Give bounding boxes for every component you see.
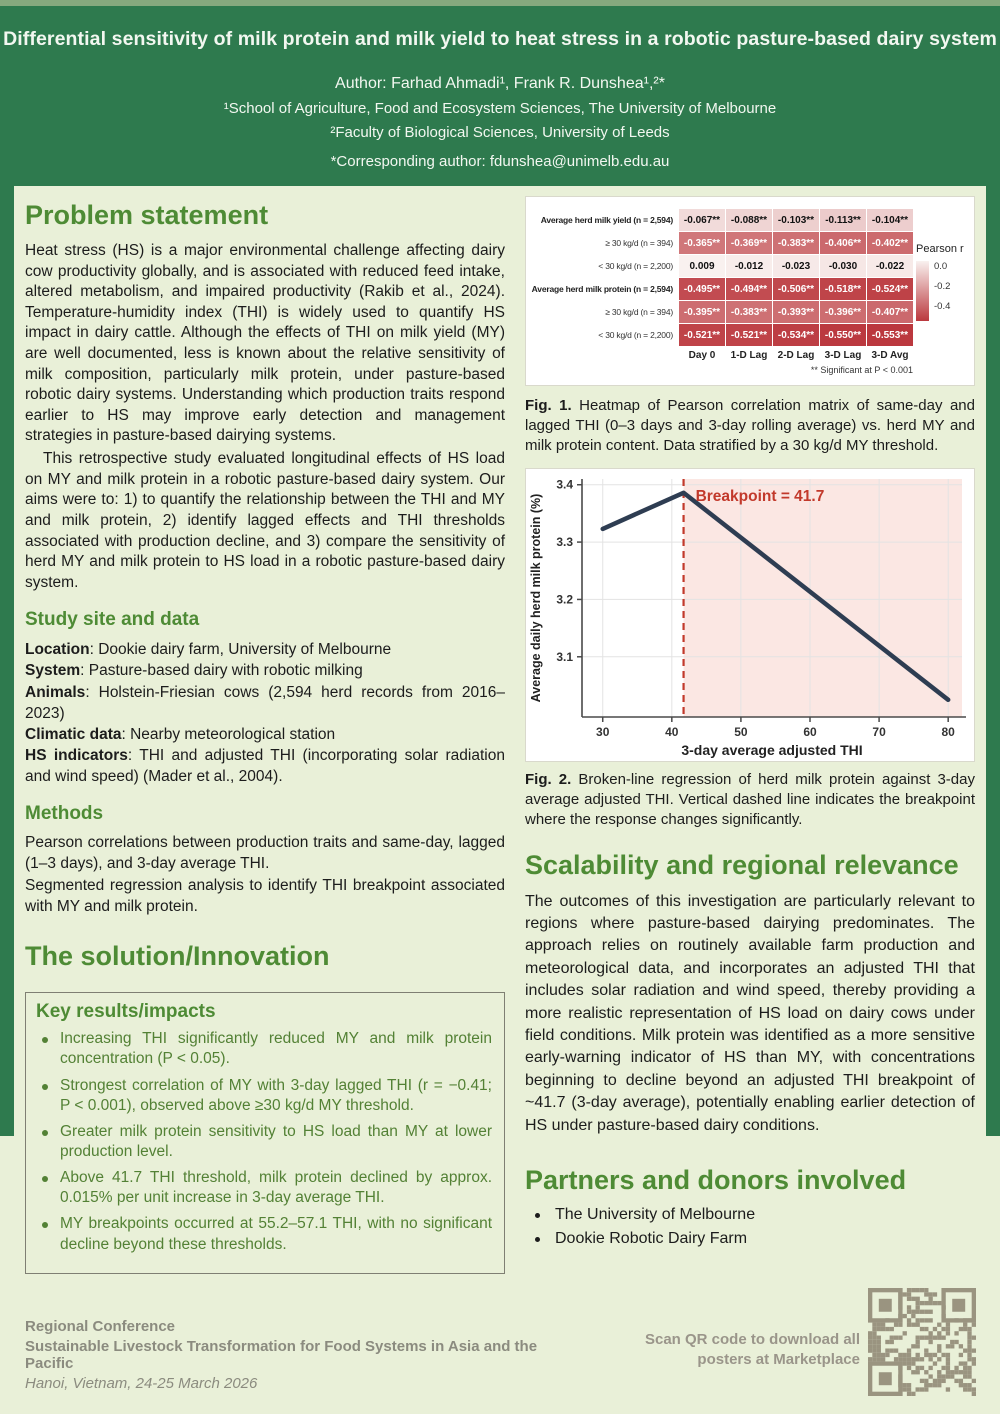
heatmap-row bbox=[534, 324, 966, 346]
scalability-paragraph: The outcomes of this investigation are particularly relevant to regions where pasture-based dairying predominates. The approach relies on routinely available farm production and meteorological data, and incorporates an adjusted THI that includes solar radiation and wind speed, thereby providing a more realistic representation of HS load on dairy cows under field conditions. Milk protein was identified as a more sensitive early-warning indicator of HS than MY, with concentrations beginning to decline beyond an adjusted THI breakpoint of ~41.7 (3-day average), potentially enabling earlier detection of HS under pasture-based dairy conditions. bbox=[525, 892, 975, 1134]
corresponding-author: *Corresponding author: fdunshea@unimelb.edu.au bbox=[330, 153, 670, 170]
heatmap-cell: -0.494** bbox=[726, 278, 772, 300]
heatmap-cell: -0.383** bbox=[773, 232, 819, 254]
x-axis-label: 3-day average adjusted THI bbox=[681, 741, 863, 758]
y-axis-label: Average daily herd milk protein (%) bbox=[529, 493, 543, 703]
x-tick-label: 40 bbox=[665, 724, 679, 739]
heatmap-row bbox=[534, 301, 966, 323]
key-results-list bbox=[36, 1029, 492, 1254]
heatmap-footnote: ** Significant at P < 0.001 bbox=[810, 365, 913, 375]
heatmap-cell: -0.396** bbox=[820, 301, 866, 323]
study-item: Location: Dookie dairy farm, University of Melbourne bbox=[25, 641, 392, 659]
heatmap-cell: -0.103** bbox=[773, 209, 819, 231]
heat-stress-shaded-region bbox=[684, 479, 962, 717]
heatmap-row bbox=[534, 255, 966, 277]
key-result-bullet: Strongest correlation of MY with 3-day lagged THI (r = −0.41; P < 0.001), observed above ≥30 kg/d MY threshold. bbox=[36, 1076, 492, 1116]
heatmap-cell: -0.383** bbox=[726, 301, 772, 323]
key-result-bullet: MY breakpoints occurred at 55.2–57.1 THI, with no significant decline beyond these thresholds. bbox=[36, 1214, 492, 1254]
heatmap-row bbox=[534, 209, 966, 231]
study-item: Animals: Holstein-Friesian cows (2,594 herd records from 2016–2023) bbox=[25, 683, 505, 722]
heatmap-cell: -0.395** bbox=[679, 301, 725, 323]
legend-tick-2: -0.4 bbox=[934, 301, 951, 312]
figure-2-regression-chart bbox=[525, 468, 975, 762]
heatmap-row-label: Average herd milk protein (n = 2,594) bbox=[531, 284, 673, 294]
legend-title: Pearson r bbox=[916, 243, 964, 255]
heatmap-legend bbox=[916, 243, 968, 321]
heatmap-cell: -0.521** bbox=[679, 324, 725, 346]
solution-heading: The solution/Innovation bbox=[25, 941, 330, 972]
partner-bullet: The University of Melbourne bbox=[525, 1206, 975, 1224]
study-site-heading: Study site and data bbox=[25, 609, 200, 631]
figure-2-caption: Fig. 2. Broken-line regression of herd milk protein against 3-day average adjusted THI. Vertical dashed line indicates the breakpoint where the response changes significantly. bbox=[525, 770, 975, 828]
regression-chart-svg bbox=[526, 469, 974, 761]
heatmap-row-label: ≥ 30 kg/d (n = 394) bbox=[605, 307, 673, 317]
heatmap-cell: -0.521** bbox=[726, 324, 772, 346]
key-results-heading: Key results/impacts bbox=[36, 1001, 216, 1023]
heatmap-cell: -0.088** bbox=[726, 209, 772, 231]
heatmap-cell: -0.104** bbox=[867, 209, 913, 231]
figure-1-caption: Fig. 1. Heatmap of Pearson correlation matrix of same-day and lagged THI (0–3 days and 3-day rolling average) vs. herd MY and milk protein content. Data stratified by a 30 kg/d MY threshold. bbox=[525, 397, 975, 454]
x-tick-label: 30 bbox=[596, 724, 610, 739]
heatmap-cell: -0.022 bbox=[867, 255, 913, 277]
right-column bbox=[525, 196, 975, 1254]
heatmap-row-label: ≥ 30 kg/d (n = 394) bbox=[605, 238, 673, 248]
poster-header bbox=[0, 0, 1000, 186]
x-tick-label: 80 bbox=[941, 724, 955, 739]
x-tick-label: 50 bbox=[734, 724, 748, 739]
scalability-heading: Scalability and regional relevance bbox=[525, 849, 959, 880]
left-border-strip bbox=[0, 186, 14, 1136]
right-border-strip bbox=[986, 186, 1000, 1136]
methods-heading: Methods bbox=[25, 802, 104, 824]
heatmap-column-label: 3-D Lag bbox=[824, 349, 862, 361]
heatmap-cell: -0.506** bbox=[773, 278, 819, 300]
author-line: Author: Farhad Ahmadi¹, Frank R. Dunshea¹,²* bbox=[335, 75, 665, 92]
problem-paragraph-1: Heat stress (HS) is a major environmental challenge affecting dairy cow productivity globally, and is associated with reduced feed intake, altered metabolism, and impaired productivity (Rakib et al., 2024). Temperature-humidity index (THI) is widely used to quantify HS impact in dairy cattle. Although the effects of THI on milk yield (MY) are well documented, less is known about the relative sensitivity of milk composition, particularly milk protein, under pasture-based robotic dairy systems. Understanding which production traits respond earlier to HS may improve early detection and management strategies in pasture-based dairying systems. bbox=[25, 242, 505, 445]
methods-text bbox=[25, 833, 505, 917]
method-line: Pearson correlations between production traits and same-day, lagged (1–3 days), and 3-day average THI. bbox=[25, 833, 505, 872]
study-item: System: Pasture-based dairy with robotic milking bbox=[25, 662, 363, 680]
figure-1-heatmap bbox=[525, 196, 975, 386]
partners-list bbox=[525, 1206, 975, 1248]
key-result-bullet: Above 41.7 THI threshold, milk protein declined by approx. 0.015% per unit increase in 3-day average THI. bbox=[36, 1168, 492, 1208]
y-tick-label: 3.1 bbox=[556, 649, 573, 664]
heatmap-cell: -0.012 bbox=[726, 255, 772, 277]
legend-gradient-bar bbox=[916, 261, 929, 321]
heatmap-cell: -0.518** bbox=[820, 278, 866, 300]
qr-code-svg bbox=[868, 1288, 976, 1396]
heatmap-column-headers bbox=[534, 347, 966, 363]
y-tick-label: 3.4 bbox=[556, 477, 573, 492]
partner-bullet: Dookie Robotic Dairy Farm bbox=[525, 1230, 975, 1248]
heatmap-column-label: 3-D Avg bbox=[871, 349, 909, 361]
key-result-bullet: Greater milk protein sensitivity to HS load than MY at lower production level. bbox=[36, 1122, 492, 1162]
conference-date-location: Hanoi, Vietnam, 24-25 March 2026 bbox=[25, 1375, 258, 1392]
qr-caption: Scan QR code to download all posters at Marketplace bbox=[644, 1331, 860, 1369]
method-line: Segmented regression analysis to identify THI breakpoint associated with MY and milk protein. bbox=[25, 877, 505, 915]
key-results-box bbox=[25, 992, 505, 1273]
heatmap-row bbox=[534, 232, 966, 254]
heatmap-cell: -0.524** bbox=[867, 278, 913, 300]
heatmap-cell: 0.009 bbox=[679, 255, 725, 277]
heatmap-cell: -0.550** bbox=[820, 324, 866, 346]
heatmap-cell: -0.393** bbox=[773, 301, 819, 323]
heatmap-cell: -0.023 bbox=[773, 255, 819, 277]
key-result-bullet: Increasing THI significantly reduced MY and milk protein concentration (P < 0.05). bbox=[36, 1029, 492, 1069]
heatmap-cell: -0.406** bbox=[820, 232, 866, 254]
legend-tick-1: -0.2 bbox=[934, 281, 951, 292]
x-tick-label: 60 bbox=[803, 724, 817, 739]
y-tick-label: 3.2 bbox=[556, 592, 573, 607]
heatmap-cell: -0.402** bbox=[867, 232, 913, 254]
heatmap-column-label: 1-D Lag bbox=[730, 349, 768, 361]
conference-theme: Sustainable Livestock Transformation for Food Systems in Asia and the Pacific bbox=[25, 1338, 538, 1372]
heatmap-cell: -0.030 bbox=[820, 255, 866, 277]
heatmap-row bbox=[531, 278, 966, 300]
breakpoint-annotation: Breakpoint = 41.7 bbox=[695, 487, 825, 505]
problem-paragraph-2: This retrospective study evaluated longitudinal effects of HS load on MY and milk protein in a robotic pasture-based dairy system. Our aims were to: 1) to quantify the relationship between the THI and MY and milk protein, 2) identify lagged effects and THI thresholds associated with production decline, and 3) compare the sensitivity of herd MY and milk protein to HS load in a robotic pasture-based dairy system. bbox=[25, 450, 505, 591]
heatmap-cell: -0.369** bbox=[726, 232, 772, 254]
affiliation-2: ²Faculty of Biological Sciences, University of Leeds bbox=[330, 124, 670, 141]
study-site-list bbox=[25, 639, 505, 787]
conference-footer bbox=[25, 1318, 570, 1392]
heatmap-cell: -0.067** bbox=[679, 209, 725, 231]
partners-heading: Partners and donors involved bbox=[525, 1164, 907, 1195]
heatmap-row-label: < 30 kg/d (n = 2,200) bbox=[598, 330, 673, 340]
qr-code bbox=[868, 1288, 976, 1396]
heatmap-column-label: 2-D Lag bbox=[777, 349, 815, 361]
y-tick-label: 3.3 bbox=[556, 534, 573, 549]
heatmap-grid bbox=[531, 209, 966, 363]
poster-title: Differential sensitivity of milk protein and milk yield to heat stress in a robotic pasture-based dairy system bbox=[3, 28, 997, 50]
heatmap-cell: -0.495** bbox=[679, 278, 725, 300]
heatmap-cell: -0.365** bbox=[679, 232, 725, 254]
study-item: Climatic data: Nearby meteorological station bbox=[25, 725, 336, 743]
left-column bbox=[25, 192, 505, 1274]
heatmap-column-label: Day 0 bbox=[688, 349, 716, 361]
x-tick-label: 70 bbox=[872, 724, 886, 739]
conference-name: Regional Conference bbox=[25, 1318, 176, 1335]
study-item: HS indicators: THI and adjusted THI (incorporating solar radiation and wind speed) (Mader et al., 2004). bbox=[25, 746, 505, 785]
heatmap-row-label: < 30 kg/d (n = 2,200) bbox=[598, 261, 673, 271]
heatmap-cell: -0.534** bbox=[773, 324, 819, 346]
heatmap-cell: -0.113** bbox=[820, 209, 866, 231]
problem-statement-heading: Problem statement bbox=[25, 200, 269, 230]
heatmap-cell: -0.407** bbox=[867, 301, 913, 323]
legend-tick-0: 0.0 bbox=[934, 261, 948, 272]
heatmap-row-label: Average herd milk yield (n = 2,594) bbox=[540, 215, 673, 225]
affiliation-1: ¹School of Agriculture, Food and Ecosystem Sciences, The University of Melbourne bbox=[223, 100, 777, 117]
heatmap-cell: -0.553** bbox=[867, 324, 913, 346]
